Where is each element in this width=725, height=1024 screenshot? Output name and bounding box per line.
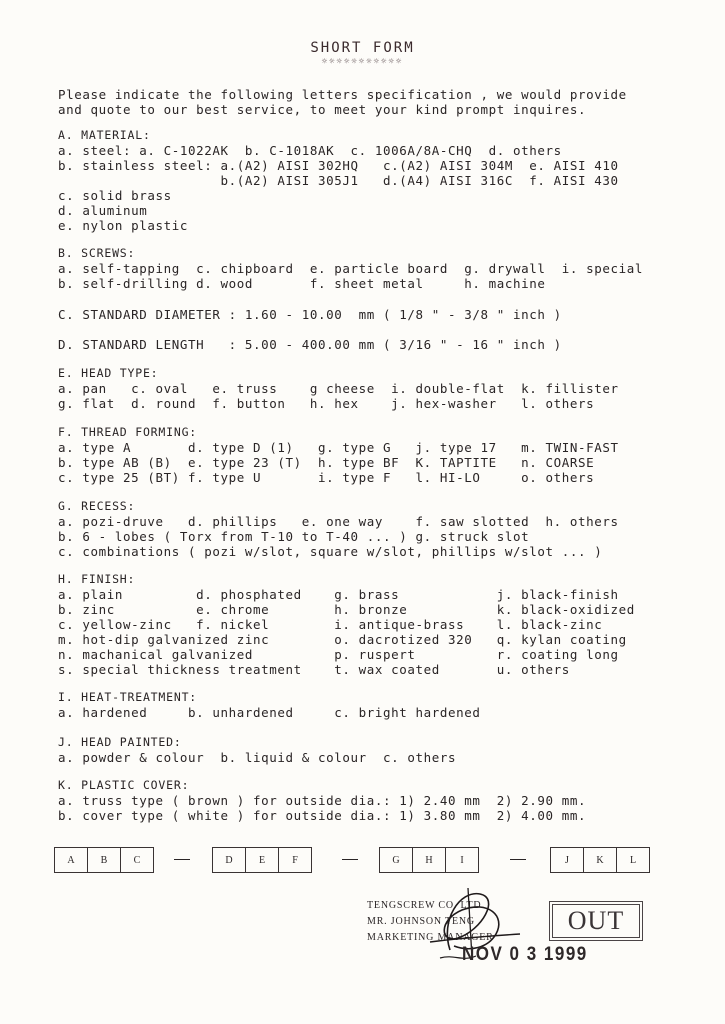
spec-row: a. plain d. phosphated g. brass j. black-finish: [58, 587, 619, 602]
section-head-painted: [58, 735, 708, 765]
letter-box-f: F: [278, 847, 312, 873]
spec-row: b. 6 - lobes ( Torx from T-10 to T-40 ... ) g. struck slot: [58, 529, 530, 544]
letter-box-i: I: [445, 847, 479, 873]
spec-row: c. combinations ( pozi w/slot, square w/slot, phillips w/slot ... ): [58, 544, 603, 559]
letter-box-h: H: [412, 847, 446, 873]
section-heat-treatment: [58, 690, 708, 720]
letter-box-d: D: [212, 847, 246, 873]
section-heading: K. PLASTIC COVER:: [58, 778, 190, 792]
section-thread-forming: [58, 425, 708, 485]
spec-row: b. self-drilling d. wood f. sheet metal h. machine: [58, 276, 546, 291]
letter-box-c: C: [120, 847, 154, 873]
page-title: SHORT FORM: [310, 40, 415, 56]
separator-dash: [510, 859, 526, 860]
spec-row: e. nylon plastic: [58, 218, 189, 233]
spec-row: b. stainless steel: a.(A2) AISI 302HQ c.(A2) AISI 304M e. AISI 410: [58, 158, 619, 173]
section-finish: [58, 572, 708, 677]
section-heading: A. MATERIAL:: [58, 128, 151, 142]
spec-row: a. powder & colour b. liquid & colour c. others: [58, 750, 457, 765]
letter-box-g: G: [379, 847, 413, 873]
section-material: [58, 128, 708, 233]
contact-title: MARKETING MANAGER: [367, 932, 494, 943]
company-name: TENGSCREW CO. LTD.: [367, 900, 485, 911]
spec-row: b.(A2) AISI 305J1 d.(A4) AISI 316C f. AISI 430: [58, 173, 619, 188]
spec-row: a. type A d. type D (1) g. type G j. type 17 m. TWIN-FAST: [58, 440, 619, 455]
section-standard-diameter: [58, 307, 708, 322]
date-stamp: NOV 0 3 1999: [462, 942, 588, 965]
spec-row: d. aluminum: [58, 203, 148, 218]
spec-row: c. yellow-zinc f. nickel i. antique-brass l. black-zinc: [58, 617, 603, 632]
spec-row: c. type 25 (BT) f. type U i. type F l. HI-LO o. others: [58, 470, 595, 485]
spec-row: a. truss type ( brown ) for outside dia.: 1) 2.40 mm 2) 2.90 mm.: [58, 793, 587, 808]
section-heading: J. HEAD PAINTED:: [58, 735, 182, 749]
section-heading: I. HEAT-TREATMENT:: [58, 690, 198, 704]
contact-name: MR. JOHNSON TENG: [367, 916, 475, 927]
spec-row: n. machanical galvanized p. ruspert r. coating long: [58, 647, 619, 662]
letter-box-e: E: [245, 847, 279, 873]
section-standard-length: [58, 337, 708, 352]
spec-row: g. flat d. round f. button h. hex j. hex-washer l. others: [58, 396, 595, 411]
separator-dash: [342, 859, 358, 860]
out-stamp: OUT: [549, 901, 643, 941]
section-head-type: [58, 366, 708, 411]
spec-row: a. self-tapping c. chipboard e. particle board g. drywall i. special: [58, 261, 644, 276]
spec-row: b. cover type ( white ) for outside dia.: 1) 3.80 mm 2) 4.00 mm.: [58, 808, 587, 823]
spec-row: m. hot-dip galvanized zinc o. dacrotized 320 q. kylan coating: [58, 632, 627, 647]
title-decoration: ☼☼☼☼☼☼☼☼☼☼☼: [321, 57, 404, 67]
spec-row: b. type AB (B) e. type 23 (T) h. type BF K. TAPTITE n. COARSE: [58, 455, 595, 470]
section-plastic-cover: [58, 778, 708, 823]
letter-box-k: K: [583, 847, 617, 873]
spec-row: a. hardened b. unhardened c. bright hardened: [58, 705, 481, 720]
spec-row: c. solid brass: [58, 188, 172, 203]
spec-row: D. STANDARD LENGTH : 5.00 - 400.00 mm ( 3/16 " - 16 " inch ): [58, 337, 562, 352]
section-screws: [58, 246, 708, 291]
spec-row: a. pozi-druve d. phillips e. one way f. saw slotted h. others: [58, 514, 619, 529]
intro-line: Please indicate the following letters specification , we would provide: [58, 87, 627, 102]
spec-row: b. zinc e. chrome h. bronze k. black-oxidized: [58, 602, 635, 617]
spec-row: C. STANDARD DIAMETER : 1.60 - 10.00 mm ( 1/8 " - 3/8 " inch ): [58, 307, 562, 322]
spec-row: a. pan c. oval e. truss g cheese i. double-flat k. fillister: [58, 381, 619, 396]
letter-box-l: L: [616, 847, 650, 873]
section-recess: [58, 499, 708, 559]
spec-row: s. special thickness treatment t. wax coated u. others: [58, 662, 570, 677]
intro-paragraph: [58, 87, 698, 117]
section-heading: B. SCREWS:: [58, 246, 136, 260]
letter-box-j: J: [550, 847, 584, 873]
separator-dash: [174, 859, 190, 860]
section-heading: G. RECESS:: [58, 499, 136, 513]
letter-box-a: A: [54, 847, 88, 873]
section-heading: H. FINISH:: [58, 572, 136, 586]
section-heading: F. THREAD FORMING:: [58, 425, 198, 439]
section-heading: E. HEAD TYPE:: [58, 366, 159, 380]
spec-row: a. steel: a. C-1022AK b. C-1018AK c. 1006A/8A-CHQ d. others: [58, 143, 562, 158]
intro-line: and quote to our best service, to meet your kind prompt inquires.: [58, 102, 587, 117]
letter-box-b: B: [87, 847, 121, 873]
